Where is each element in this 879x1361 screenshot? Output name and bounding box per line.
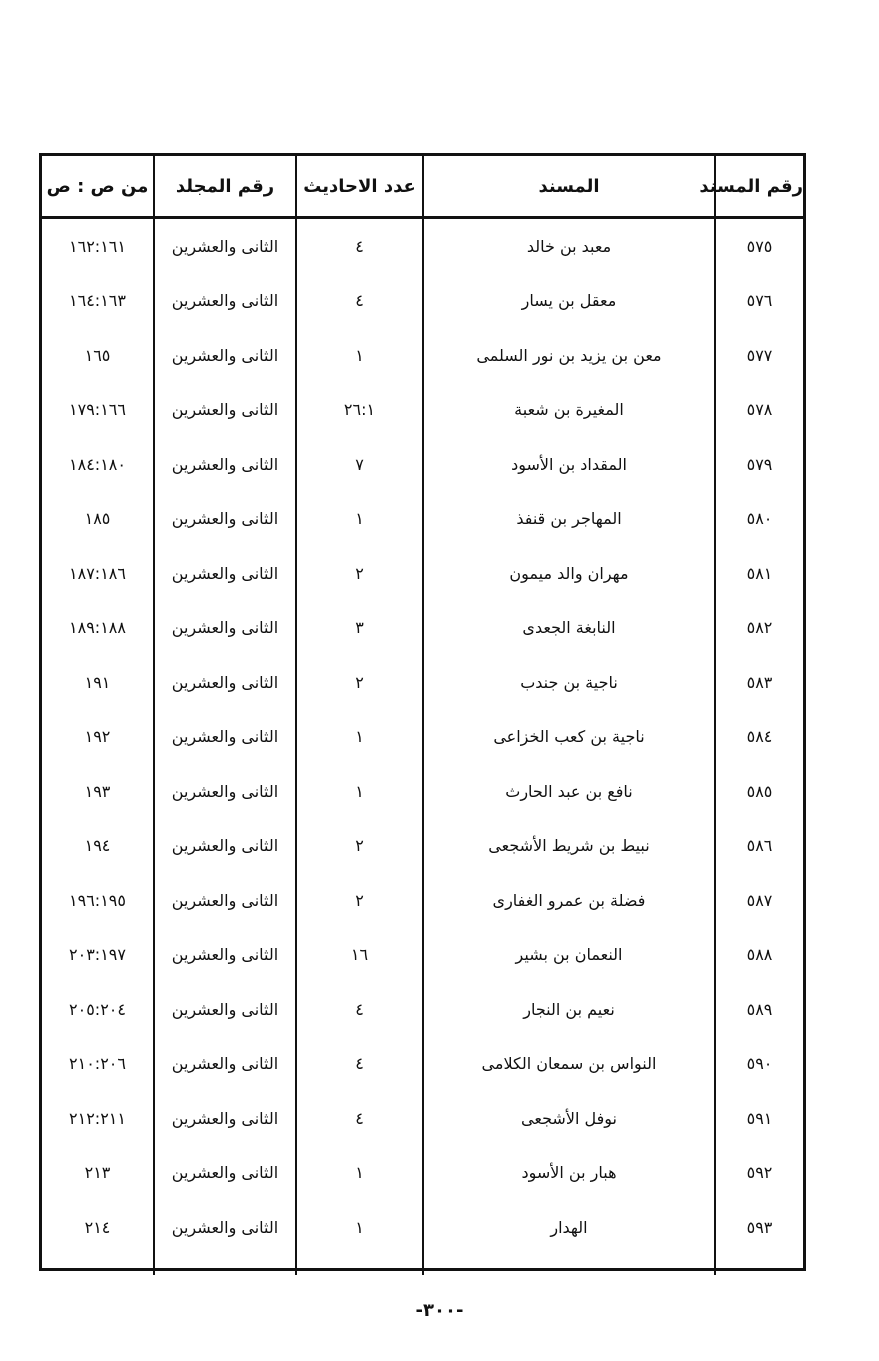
table-row <box>42 437 803 492</box>
cell-volume-number: الثانى والعشرين <box>154 437 296 492</box>
cell-hadith-count: ١ <box>296 710 423 765</box>
cell-musnad-name: النابغة الجعدى <box>423 601 715 656</box>
cell-hadith-count: ٢ <box>296 546 423 601</box>
cell-page-range: ١٨٧:١٨٦ <box>69 563 126 583</box>
cell-hadith-count: ١ <box>296 1146 423 1201</box>
cell-musnad-name: المغيرة بن شعبة <box>423 383 715 438</box>
table-body <box>42 218 803 1275</box>
table-row <box>42 928 803 983</box>
cell-musnad-number: ٥٨١ <box>715 546 803 601</box>
table-row <box>42 601 803 656</box>
cell-page-range: ٢١٠:٢٠٦ <box>69 1054 126 1074</box>
table-row <box>42 655 803 710</box>
spacer-cell <box>423 1255 715 1275</box>
cell-musnad-name: معقل بن يسار <box>423 274 715 329</box>
table-row <box>42 1037 803 1092</box>
cell-page-range: ١٦٢:١٦١ <box>69 236 126 256</box>
cell-musnad-name: المهاجر بن قنفذ <box>423 492 715 547</box>
cell-volume-number: الثانى والعشرين <box>154 546 296 601</box>
header-row <box>42 156 803 218</box>
cell-hadith-count: ١ <box>296 1200 423 1255</box>
cell-musnad-name: نافع بن عبد الحارث <box>423 764 715 819</box>
cell-page-range: ١٨٩:١٨٨ <box>69 618 126 638</box>
cell-volume-number: الثانى والعشرين <box>154 492 296 547</box>
cell-musnad-number: ٥٩١ <box>715 1091 803 1146</box>
header-page-range: من ص : ص <box>42 156 154 218</box>
table-row <box>42 982 803 1037</box>
cell-musnad-number: ٥٩٢ <box>715 1146 803 1201</box>
table-row <box>42 546 803 601</box>
cell-musnad-number: ٥٨٠ <box>715 492 803 547</box>
cell-hadith-count: ٢ <box>296 873 423 928</box>
cell-musnad-number: ٥٩٣ <box>715 1200 803 1255</box>
cell-volume-number: الثانى والعشرين <box>154 601 296 656</box>
cell-musnad-number: ٥٨٢ <box>715 601 803 656</box>
cell-volume-number: الثانى والعشرين <box>154 819 296 874</box>
header-musnad: المسند <box>423 156 715 218</box>
cell-volume-number: الثانى والعشرين <box>154 274 296 329</box>
table-row <box>42 383 803 438</box>
cell-volume-number: الثانى والعشرين <box>154 982 296 1037</box>
cell-hadith-count: ٤ <box>296 218 423 274</box>
musnad-index-table <box>42 156 803 1275</box>
cell-hadith-count: ٢ <box>296 655 423 710</box>
cell-page-range: ٢٠٥:٢٠٤ <box>69 999 126 1019</box>
table-header <box>42 156 803 218</box>
cell-hadith-count: ١٦ <box>296 928 423 983</box>
cell-musnad-name: المقداد بن الأسود <box>423 437 715 492</box>
cell-musnad-name: نبيط بن شريط الأشجعى <box>423 819 715 874</box>
table-bottom-spacer <box>42 1255 803 1275</box>
cell-musnad-number: ٥٧٥ <box>715 218 803 274</box>
cell-page-range: ١٧٩:١٦٦ <box>69 400 126 420</box>
cell-volume-number: الثانى والعشرين <box>154 1091 296 1146</box>
cell-musnad-name: نعيم بن النجار <box>423 982 715 1037</box>
cell-musnad-name: مهران والد ميمون <box>423 546 715 601</box>
cell-page-range: ٢١٣ <box>84 1163 111 1183</box>
cell-page-range: ١٩١ <box>84 672 111 692</box>
cell-hadith-count: ٤ <box>296 1037 423 1092</box>
cell-volume-number: الثانى والعشرين <box>154 764 296 819</box>
table-row <box>42 1200 803 1255</box>
cell-volume-number: الثانى والعشرين <box>154 383 296 438</box>
spacer-cell <box>154 1255 296 1275</box>
cell-musnad-name: النعمان بن بشير <box>423 928 715 983</box>
cell-musnad-name: النواس بن سمعان الكلامى <box>423 1037 715 1092</box>
cell-volume-number: الثانى والعشرين <box>154 928 296 983</box>
cell-musnad-number: ٥٧٧ <box>715 328 803 383</box>
cell-hadith-count: ١ <box>296 328 423 383</box>
spacer-cell <box>296 1255 423 1275</box>
header-hadith-count: عدد الاحاديث <box>296 156 423 218</box>
header-musnad-number: رقم المسند <box>715 156 803 218</box>
cell-page-range: ١٩٣ <box>84 781 111 801</box>
cell-musnad-name: هبار بن الأسود <box>423 1146 715 1201</box>
cell-volume-number: الثانى والعشرين <box>154 873 296 928</box>
cell-musnad-name: ناجية بن جندب <box>423 655 715 710</box>
table-row <box>42 710 803 765</box>
table-row <box>42 492 803 547</box>
cell-hadith-count: ٢٦:١ <box>296 383 423 438</box>
cell-page-range: ١٨٥ <box>84 509 111 529</box>
cell-volume-number: الثانى والعشرين <box>154 1037 296 1092</box>
cell-musnad-number: ٥٨٧ <box>715 873 803 928</box>
table-row <box>42 1146 803 1201</box>
cell-musnad-name: معبد بن خالد <box>423 218 715 274</box>
cell-musnad-number: ٥٨٤ <box>715 710 803 765</box>
cell-musnad-number: ٥٨٩ <box>715 982 803 1037</box>
cell-page-range: ١٩٢ <box>84 727 111 747</box>
cell-musnad-name: فضلة بن عمرو الغفارى <box>423 873 715 928</box>
cell-hadith-count: ٤ <box>296 274 423 329</box>
table-row <box>42 873 803 928</box>
cell-volume-number: الثانى والعشرين <box>154 218 296 274</box>
header-volume-number: رقم المجلد <box>154 156 296 218</box>
table-row <box>42 1091 803 1146</box>
cell-musnad-number: ٥٨٣ <box>715 655 803 710</box>
cell-volume-number: الثانى والعشرين <box>154 1200 296 1255</box>
cell-page-range: ٢١٤ <box>84 1217 111 1237</box>
cell-musnad-name: معن بن يزيد بن نور السلمى <box>423 328 715 383</box>
cell-hadith-count: ١ <box>296 764 423 819</box>
cell-volume-number: الثانى والعشرين <box>154 710 296 765</box>
page-number: -٣٠٠- <box>415 1300 464 1321</box>
table-row <box>42 764 803 819</box>
cell-hadith-count: ١ <box>296 492 423 547</box>
table-row <box>42 218 803 274</box>
cell-page-range: ٢١٢:٢١١ <box>69 1108 126 1128</box>
cell-page-range: ٢٠٣:١٩٧ <box>69 945 126 965</box>
cell-musnad-name: ناجية بن كعب الخزاعى <box>423 710 715 765</box>
cell-volume-number: الثانى والعشرين <box>154 655 296 710</box>
cell-musnad-number: ٥٧٦ <box>715 274 803 329</box>
cell-page-range: ١٩٤ <box>84 836 111 856</box>
cell-hadith-count: ٧ <box>296 437 423 492</box>
cell-musnad-name: الهدار <box>423 1200 715 1255</box>
cell-musnad-number: ٥٨٨ <box>715 928 803 983</box>
cell-hadith-count: ٢ <box>296 819 423 874</box>
cell-musnad-number: ٥٨٥ <box>715 764 803 819</box>
cell-musnad-number: ٥٩٠ <box>715 1037 803 1092</box>
cell-page-range: ١٨٤:١٨٠ <box>69 454 126 474</box>
cell-musnad-number: ٥٧٩ <box>715 437 803 492</box>
cell-hadith-count: ٣ <box>296 601 423 656</box>
cell-volume-number: الثانى والعشرين <box>154 1146 296 1201</box>
cell-musnad-number: ٥٨٦ <box>715 819 803 874</box>
cell-hadith-count: ٤ <box>296 982 423 1037</box>
index-table-frame <box>39 153 806 1271</box>
cell-page-range: ١٦٤:١٦٣ <box>69 291 126 311</box>
table-row <box>42 328 803 383</box>
cell-musnad-name: نوفل الأشجعى <box>423 1091 715 1146</box>
spacer-cell <box>42 1255 154 1275</box>
cell-page-range: ١٩٦:١٩٥ <box>69 890 126 910</box>
cell-volume-number: الثانى والعشرين <box>154 328 296 383</box>
table-row <box>42 819 803 874</box>
cell-hadith-count: ٤ <box>296 1091 423 1146</box>
table-row <box>42 274 803 329</box>
spacer-cell <box>715 1255 803 1275</box>
cell-musnad-number: ٥٧٨ <box>715 383 803 438</box>
cell-page-range: ١٦٥ <box>84 345 111 365</box>
